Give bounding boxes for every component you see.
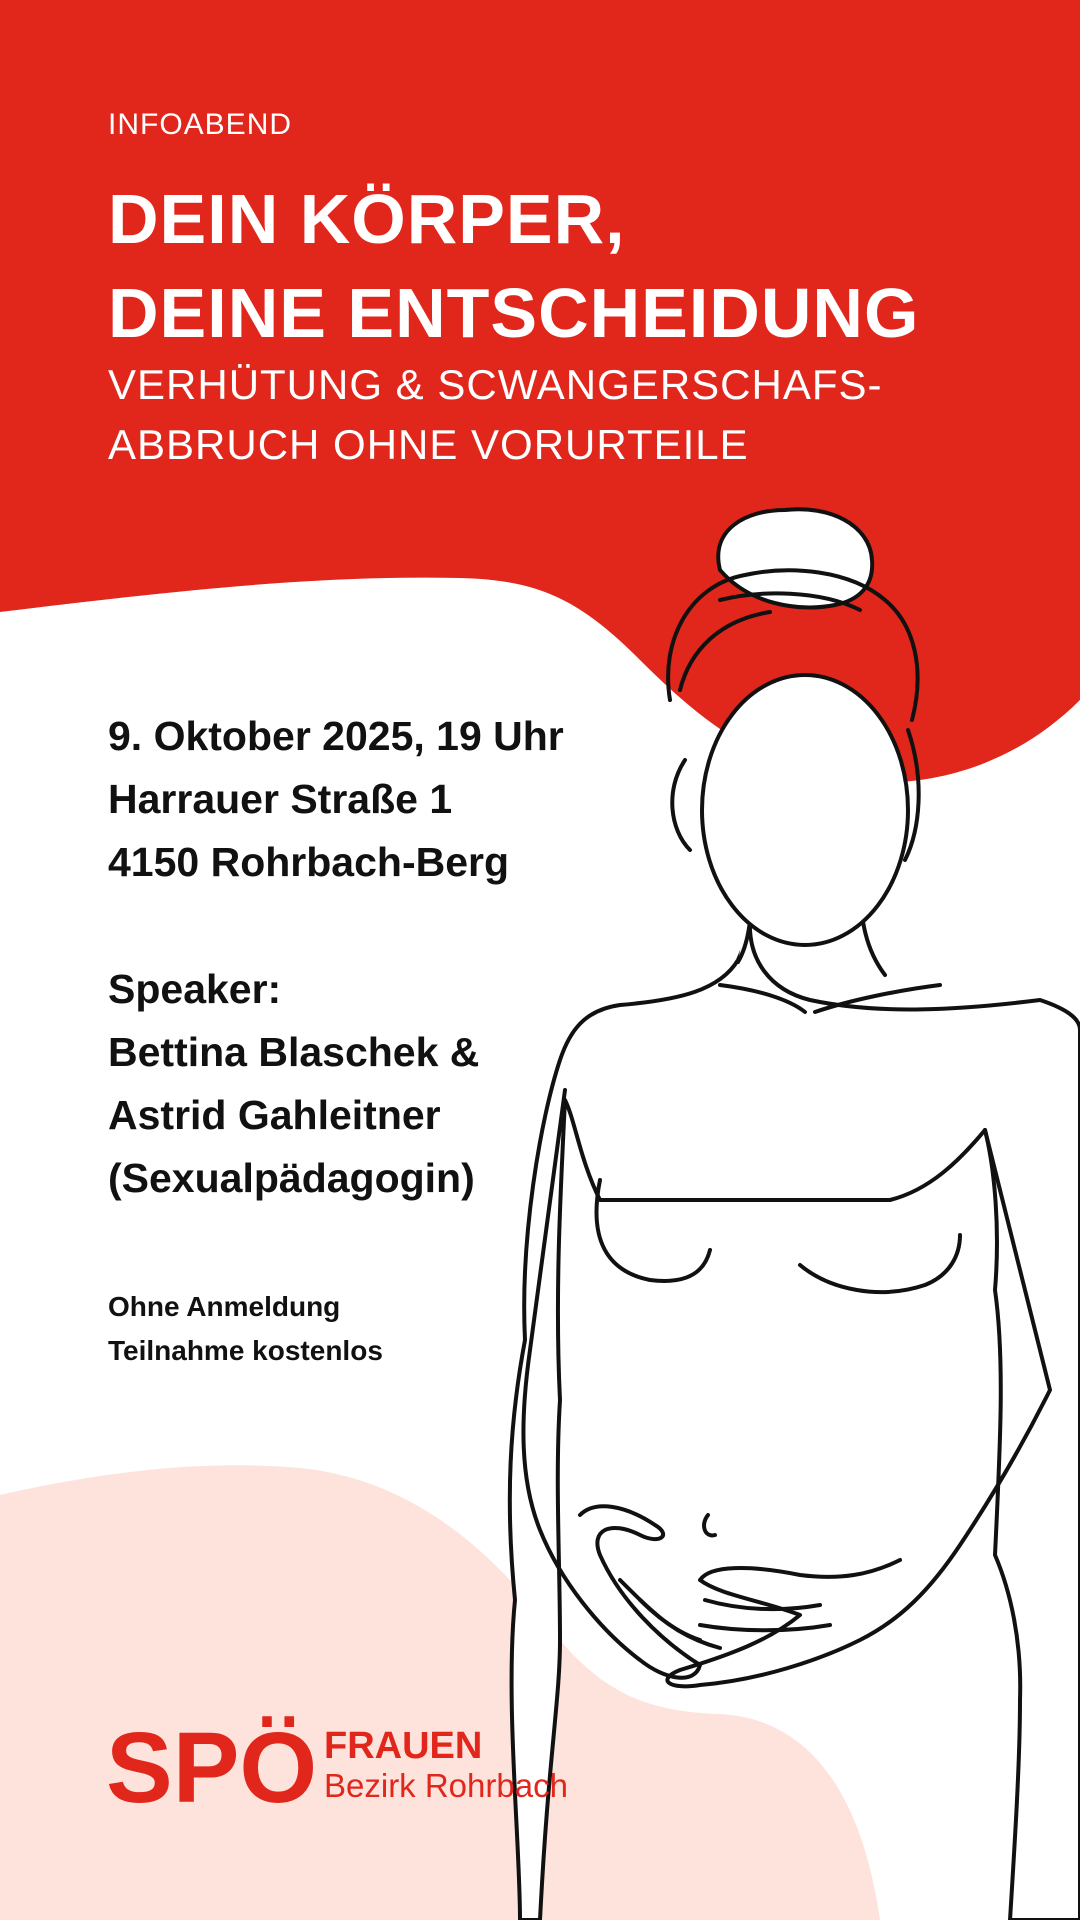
logo-frauen: FRAUEN	[324, 1725, 483, 1767]
navel	[704, 1515, 715, 1535]
event-date-time: 9. Oktober 2025, 19 Uhr	[108, 713, 564, 759]
body-outline	[510, 920, 1080, 1920]
logo-bezirk: Bezirk Rohrbach	[324, 1767, 568, 1804]
speakers-block	[108, 958, 479, 1210]
spo-logo-text: SPÖ	[106, 1712, 318, 1812]
event-subtitle-line-1: VERHÜTUNG & SCWANGERSCHAFS-	[108, 361, 883, 408]
speaker-line-1: Bettina Blaschek &	[108, 1029, 480, 1075]
event-street: Harrauer Straße 1	[108, 776, 453, 822]
speaker-line-3: (Sexualpädagogin)	[108, 1155, 475, 1201]
logo-wordmark	[324, 1726, 568, 1806]
event-city: 4150 Rohrbach-Berg	[108, 839, 510, 885]
note-free: Teilnahme kostenlos	[108, 1335, 383, 1366]
event-title-line-1: DEIN KÖRPER,	[108, 180, 626, 258]
spo-logo-mark	[106, 1702, 321, 1812]
event-subtitle-line-2: ABBRUCH OHNE VORURTEILE	[108, 421, 749, 468]
event-title-line-2: DEINE ENTSCHEIDUNG	[108, 274, 920, 352]
event-title	[108, 172, 919, 360]
note-registration: Ohne Anmeldung	[108, 1291, 341, 1322]
speaker-line-2: Astrid Gahleitner	[108, 1092, 441, 1138]
event-notes	[108, 1285, 383, 1373]
eyebrow-label: INFOABEND	[108, 108, 293, 141]
event-details	[108, 705, 564, 894]
event-subtitle	[108, 355, 883, 475]
speakers-label: Speaker:	[108, 966, 282, 1012]
face	[702, 675, 908, 945]
